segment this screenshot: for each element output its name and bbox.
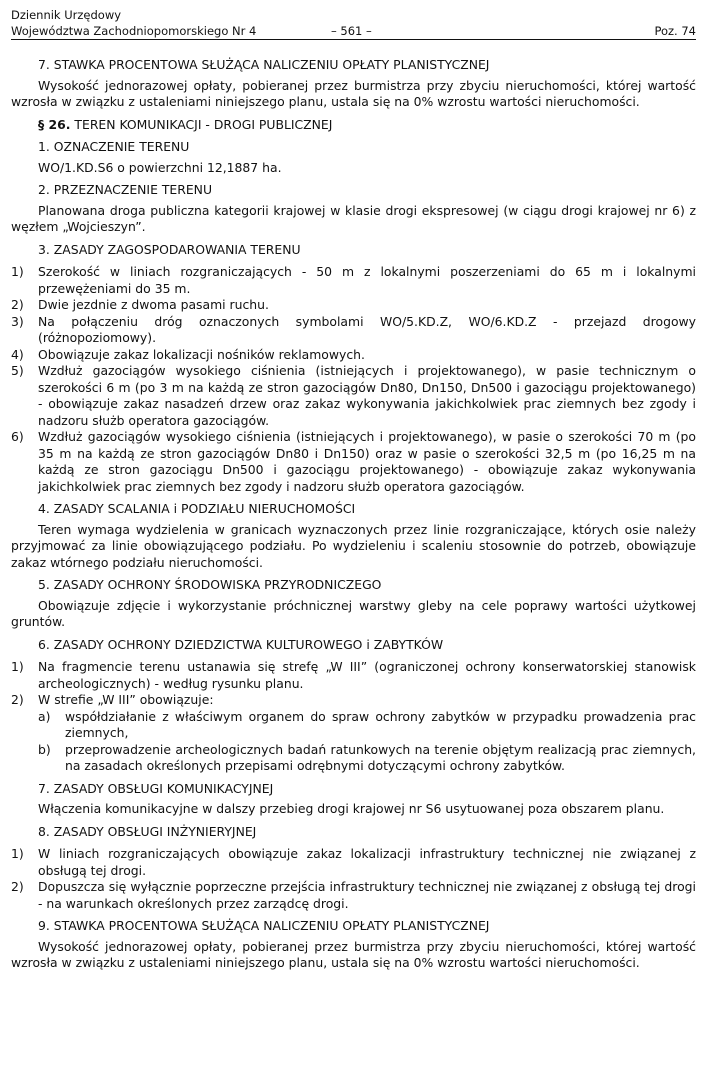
sub-list-letter: b) — [38, 741, 51, 757]
list-item — [11, 429, 696, 495]
sub-list — [38, 709, 696, 775]
heritage-list — [11, 659, 696, 775]
list-text: Wzdłuż gazociągów wysokiego ciśnienia (istniejących i projektowanego), w pasie o szerokości 70 m (po 35 m na każdą ze stron gazociągów Dn80 i Dn150) oraz w pasie o szerokości 32,5 m (po 16,25 m na każdą ze stron gazociągu Dn500 i gazociągu projektowanego) - obowiązuje zakaz wykonywania jakichkolwiek prac ziemnych bez zgody i nadzoru służb operatora gazociągów. — [38, 429, 696, 494]
paragraph-heading — [11, 117, 696, 134]
sub-list-item — [38, 742, 696, 775]
sub-list-text: przeprowadzenie archeologicznych badań ratunkowych na terenie objętym realizacją prac ziemnych, na zasadach określonych przepisami odrębnymi dotyczącymi ochrony zabytków. — [65, 741, 696, 773]
list-number: 6) — [11, 429, 24, 444]
list-item — [11, 846, 696, 879]
list-text: W liniach rozgraniczających obowiązuje zakaz lokalizacji infrastruktury technicznej nie związanej z obsługą tej drogi. — [38, 846, 696, 878]
list-item — [11, 297, 696, 314]
section-paragraph: Planowana droga publiczna kategorii krajowej w klasie drogi ekspresowej (w ciągu drogi krajowej nr 6) z węzłem „Wojcieszyn”. — [11, 202, 696, 234]
sub-list-text: współdziałanie z właściwym organem do spraw ochrony zabytków w przypadku prowadzenia prac ziemnych, — [65, 708, 696, 740]
list-item — [11, 692, 696, 775]
document-body — [11, 57, 696, 972]
section-paragraph: Obowiązuje zdjęcie i wykorzystanie próchnicznej warstwy gleby na cele poprawy wartości użytkowej gruntów. — [11, 597, 696, 629]
section-heading: 4. ZASADY SCALANIA i PODZIAŁU NIERUCHOMOŚCI — [38, 501, 356, 516]
list-number: 3) — [11, 313, 24, 329]
position-number: Poz. 74 — [654, 24, 696, 38]
paragraph-title: TEREN KOMUNIKACJI - DROGI PUBLICZNEJ — [74, 116, 333, 132]
list-text: Na fragmencie terenu ustanawia się strefę „W III” (ograniczonej ochrony konserwatorskiej stanowisk archeologicznych) - według rysunku planu. — [38, 659, 696, 691]
list-number: 1) — [11, 846, 24, 861]
sub-list-item — [38, 709, 696, 742]
list-number: 1) — [11, 659, 24, 674]
page-number: – 561 – — [331, 24, 372, 38]
list-text: W strefie „W III” obowiązuje: — [38, 692, 214, 707]
list-item — [11, 659, 696, 692]
section-paragraph: Wysokość jednorazowej opłaty, pobieranej przez burmistrza przy zbyciu nieruchomości, której wartość wzrosła w związku z ustaleniami niniejszego planu, ustala się na 0% wzrostu wartości nieruchomości. — [11, 938, 696, 970]
section-paragraph: Włączenia komunikacyjne w dalszy przebieg drogi krajowej nr S6 usytuowanej poza obszarem planu. — [38, 801, 665, 816]
page-header — [11, 8, 696, 40]
section-paragraph: Wysokość jednorazowej opłaty, pobieranej przez burmistrza przy zbyciu nieruchomości, której wartość wzrosła w związku z ustaleniami niniejszego planu, ustala się na 0% wzrostu wartości nieruchomości. — [11, 77, 696, 109]
list-text: Obowiązuje zakaz lokalizacji nośników reklamowych. — [38, 346, 365, 362]
list-text: Dopuszcza się wyłącznie poprzeczne przejścia infrastruktury technicznej nie związanej z obsługą tej drogi - na warunkach określonych przez zarządcę drogi. — [38, 879, 696, 911]
infrastructure-list — [11, 846, 696, 912]
section-heading: 9. STAWKA PROCENTOWA SŁUŻĄCA NALICZENIU OPŁATY PLANISTYCZNEJ — [38, 918, 490, 933]
list-number: 1) — [11, 264, 24, 279]
list-item — [11, 264, 696, 297]
section-heading: 7. STAWKA PROCENTOWA SŁUŻĄCA NALICZENIU OPŁATY PLANISTYCZNEJ — [38, 57, 490, 72]
paragraph-number: § 26. — [38, 116, 71, 132]
list-item — [11, 363, 696, 429]
rules-list — [11, 264, 696, 495]
list-item — [11, 314, 696, 347]
list-number: 5) — [11, 363, 24, 378]
list-number: 2) — [11, 692, 24, 707]
list-text: Szerokość w liniach rozgraniczających - 50 m z lokalnymi poszerzeniami do 65 m i lokalnymi przewężeniami do 35 m. — [38, 264, 696, 296]
sub-list-letter: a) — [38, 708, 51, 724]
section-heading: 2. PRZEZNACZENIE TERENU — [38, 182, 213, 197]
section-heading: 1. OZNACZENIE TERENU — [38, 139, 190, 154]
list-number: 2) — [11, 879, 24, 894]
section-heading: 7. ZASADY OBSŁUGI KOMUNIKACYJNEJ — [38, 780, 274, 796]
list-item — [11, 879, 696, 912]
section-heading: 5. ZASADY OCHRONY ŚRODOWISKA PRZYRODNICZEGO — [38, 577, 382, 592]
list-text: Dwie jezdnie z dwoma pasami ruchu. — [38, 297, 269, 312]
section-heading: 3. ZASADY ZAGOSPODAROWANIA TERENU — [38, 241, 301, 257]
list-item — [11, 347, 696, 364]
list-text: Na połączeniu dróg oznaczonych symbolami WO/5.KD.Z, WO/6.KD.Z - przejazd drogowy (różnopoziomowy). — [38, 313, 696, 345]
section-heading: 8. ZASADY OBSŁUGI INŻYNIERYJNEJ — [38, 823, 257, 839]
journal-title: Dziennik Urzędowy — [11, 8, 122, 22]
list-text: Wzdłuż gazociągów wysokiego ciśnienia (istniejących i projektowanego), w pasie technicznym o szerokości 6 m (po 3 m na każdą ze stron gazociągów Dn80, Dn150, Dn500 i gazociągu projektowanego) - obowiązuje zakaz nasadzeń drzew oraz zakaz wykonywania jakichkolwiek prac ziemnych bez zgody i nadzoru służb operatora gazociągów. — [38, 363, 696, 428]
section-paragraph: Teren wymaga wydzielenia w granicach wyznaczonych przez linie rozgraniczające, których osie należy przyjmować za linie obowiązującego podziału. Po wydzieleniu i scaleniu stosownie do potrzeb, obowiązuje zakaz wtórnego podziału nieruchomości. — [11, 521, 696, 570]
list-number: 2) — [11, 297, 24, 312]
section-heading: 6. ZASADY OCHRONY DZIEDZICTWA KULTUROWEGO i ZABYTKÓW — [38, 636, 444, 652]
journal-subtitle: Województwa Zachodniopomorskiego Nr 4 — [11, 24, 257, 38]
list-number: 4) — [11, 346, 24, 362]
section-paragraph: WO/1.KD.S6 o powierzchni 12,1887 ha. — [38, 159, 282, 175]
